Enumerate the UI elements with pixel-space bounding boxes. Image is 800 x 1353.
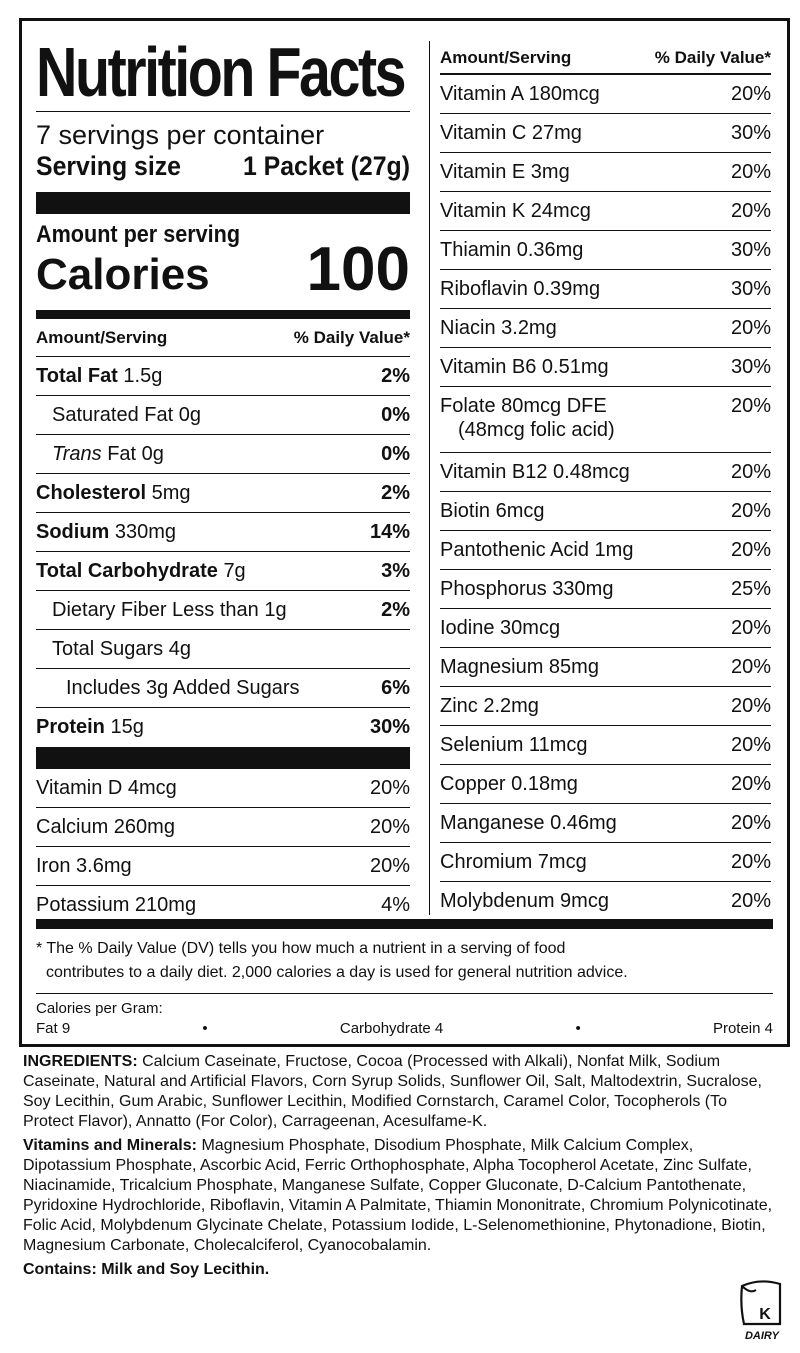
ingredients-label: INGREDIENTS: [23, 1053, 138, 1070]
kosher-symbol: K [759, 1306, 771, 1323]
calories-per-gram-row [36, 1019, 773, 1039]
nutrient-row-cholesterol [36, 474, 410, 513]
right-header-row [440, 43, 771, 75]
header-dv: % Daily Value* [654, 48, 771, 67]
nutrient-amount: 15g [110, 716, 144, 738]
vitamin-label: Magnesium 85mg [440, 655, 599, 678]
servings-per-container: 7 servings per container [36, 120, 325, 150]
calories-value: 100 [306, 235, 410, 304]
vitamin-dv: 20% [369, 854, 410, 877]
left-header-row [36, 319, 410, 357]
vitamin-label: Copper 0.18mg [440, 772, 578, 795]
vitamin-label: Niacin 3.2mg [440, 316, 557, 339]
header-dv: % Daily Value* [293, 327, 410, 347]
nutrient-label: Cholesterol [36, 481, 147, 504]
nutrient-label: Dietary Fiber Less than 1g [52, 598, 287, 621]
nutrition-facts-panel [19, 18, 790, 1047]
nutrient-row-total-carbohydrate [36, 552, 410, 591]
vitamin-label: Folate 80mcg DFE [440, 395, 607, 417]
nutrient-row-total-sugars [36, 630, 410, 669]
vitamin-row [440, 570, 771, 609]
nutrient-row-protein [36, 708, 410, 747]
vitamin-label: Chromium 7mcg [440, 850, 587, 873]
vitamin-row [36, 808, 410, 847]
thick-bar [36, 919, 773, 929]
nutrient-row-saturated-fat [36, 396, 410, 435]
kosher-label: DAIRY [744, 1330, 780, 1342]
vitamin-row [440, 531, 771, 570]
amount-per-serving: Amount per serving [36, 221, 241, 248]
vitamin-label: Thiamin 0.36mg [440, 238, 584, 261]
vitamin-dv: 30% [730, 238, 771, 261]
nutrient-dv: 2% [381, 598, 410, 621]
vitamin-row [440, 882, 771, 921]
vitamin-dv: 20% [369, 815, 410, 838]
vitamins-minerals-text: Magnesium Phosphate, Disodium Phosphate, Milk Calcium Complex, Dipotassium Phosphate, Ascorbic Acid, Ferric Orthophosphate, Alpha Tocopherol Acetate, Zinc Sulfate, Niacinamide, Tricalcium Phosphate, Manganese Sulfate, Copper Gluconate, D-Calcium Pantothenate, Pyridoxine Hydrochloride, Riboflavin, Vitamin A Palmitate, Thiamin Mononitrate, Chromium Polynicotinate, Folic Acid, Molybdenum Glycinate Chelate, Potassium Iodide, L-Selenomethionine, Phytonadione, Biotin, Magnesium Carbonate, Cholecalciferol, Cyanocobalamin. [23, 1137, 773, 1254]
nutrient-row-trans-fat [36, 435, 410, 474]
nutrient-label: Saturated Fat 0g [52, 403, 201, 426]
vitamin-dv: 20% [730, 890, 771, 912]
ingredients-paragraph [23, 1052, 773, 1132]
vitamin-label-group [440, 394, 615, 442]
nutrient-amount: Fat 0g [107, 442, 164, 465]
vitamin-dv: 30% [730, 277, 771, 300]
thick-bar [36, 747, 410, 769]
vitamin-label: Molybdenum 9mcg [440, 890, 609, 912]
vitamin-row [440, 609, 771, 648]
vitamin-label: Iodine 30mcg [440, 616, 561, 639]
vitamin-label: Zinc 2.2mg [440, 694, 539, 717]
column-divider [429, 41, 430, 915]
vitamin-dv: 4% [381, 894, 410, 916]
nutrient-amount: 7g [223, 559, 246, 582]
panel-title: Nutrition Facts [36, 33, 405, 111]
serving-size [36, 150, 410, 192]
vitamin-row [440, 270, 771, 309]
vitamin-row [440, 309, 771, 348]
vitamin-label: Vitamin B6 0.51mg [440, 355, 609, 378]
cpg-bullet: • [202, 1020, 208, 1037]
vitamin-row [440, 453, 771, 492]
vitamin-label: Vitamin D 4mcg [36, 776, 177, 799]
vitamin-dv: 20% [730, 850, 771, 873]
vitamin-dv: 20% [730, 811, 771, 834]
vitamin-label: Vitamin A 180mcg [440, 82, 600, 105]
vitamin-label: Manganese 0.46mg [440, 811, 617, 834]
nutrient-dv: 3% [381, 559, 410, 582]
vitamin-label: Pantothenic Acid 1mg [440, 538, 634, 561]
footnote-line: * The % Daily Value (DV) tells you how much a nutrient in a serving of food [36, 940, 566, 957]
right-column [440, 43, 771, 921]
vitamin-dv: 20% [730, 395, 771, 417]
vitamin-row [440, 492, 771, 531]
vitamin-dv: 20% [730, 199, 771, 222]
header-amount: Amount/Serving [440, 48, 572, 67]
allergen-statement [23, 1260, 773, 1280]
vitamin-dv: 25% [730, 577, 771, 600]
vitamin-dv: 20% [730, 316, 771, 339]
vitamin-label: Vitamin K 24mcg [440, 199, 591, 222]
vitamin-label: Biotin 6mcg [440, 499, 545, 522]
cpg-bullet: • [575, 1020, 581, 1037]
vitamin-row [440, 765, 771, 804]
vitamin-row [36, 769, 410, 808]
vitamin-label: Vitamin C 27mg [440, 121, 582, 144]
vitamin-dv: 20% [730, 460, 771, 483]
nutrient-dv: 0% [381, 403, 410, 426]
vitamin-label: Phosphorus 330mg [440, 577, 614, 600]
vitamin-label: Iron 3.6mg [36, 854, 132, 877]
cpg-carb: Carbohydrate 4 [339, 1020, 444, 1037]
daily-value-footnote [36, 937, 773, 985]
vitamin-row [440, 804, 771, 843]
thick-bar [36, 192, 410, 214]
nutrient-row-added-sugars [36, 669, 410, 708]
nutrient-row-total-fat [36, 357, 410, 396]
vitamin-label: Calcium 260mg [36, 815, 175, 838]
vitamin-row [440, 153, 771, 192]
calories-per-gram-label: Calories per Gram: [36, 1000, 163, 1017]
vitamin-dv: 20% [369, 776, 410, 799]
vitamin-row [440, 348, 771, 387]
cpg-protein: Protein 4 [712, 1020, 773, 1037]
nutrient-label: Includes 3g Added Sugars [66, 676, 300, 699]
vitamin-sublabel: (48mcg folic acid) [458, 419, 615, 441]
vitamin-dv: 20% [730, 160, 771, 183]
left-column [36, 33, 410, 925]
nutrient-amount: 1.5g [123, 364, 163, 387]
nutrient-row-sodium [36, 513, 410, 552]
nutrient-amount: 330mg [114, 520, 177, 543]
serving-size-value: 1 Packet (27g) [242, 151, 411, 181]
medium-bar [36, 310, 410, 319]
vitamin-label: Vitamin E 3mg [440, 160, 570, 183]
vitamin-dv: 20% [730, 733, 771, 756]
serving-size-label: Serving size [36, 151, 181, 181]
vitamin-row [440, 114, 771, 153]
vitamin-row [440, 648, 771, 687]
vitamin-row [440, 843, 771, 882]
vitamin-row [440, 726, 771, 765]
vitamin-dv: 20% [730, 82, 771, 105]
vitamin-row [440, 75, 771, 114]
vitamin-dv: 20% [730, 655, 771, 678]
nutrient-dv: 30% [369, 716, 410, 738]
vitamin-label: Selenium 11mcg [440, 733, 588, 756]
nutrient-amount: 5mg [151, 481, 191, 504]
calories-label: Calories [36, 250, 210, 299]
nutrient-label: Total Carbohydrate [36, 559, 218, 582]
ingredients-block [23, 1052, 773, 1284]
vitamin-row [440, 192, 771, 231]
vitamin-dv: 20% [730, 616, 771, 639]
ingredients-text: Calcium Caseinate, Fructose, Cocoa (Processed with Alkali), Nonfat Milk, Sodium Caseinate, Natural and Artificial Flavors, Corn Syrup Solids, Sunflower Oil, Salt, Maltodextrin, Sucralose, Soy Lecithin, Gum Arabic, Sunflower Lecithin, Modified Cornstarch, Caramel Color, Tocopherols (To Protect Flavor), Annatto (For Color), Carrageenan, Acesulfame-K. [23, 1053, 762, 1130]
vitamin-row [440, 231, 771, 270]
vitamin-label: Vitamin B12 0.48mcg [440, 460, 630, 483]
calories-row [36, 235, 410, 304]
header-amount: Amount/Serving [36, 327, 168, 347]
nutrient-dv: 14% [369, 520, 410, 543]
nutrient-label: Sodium [36, 520, 110, 543]
nutrient-label: Trans [52, 442, 102, 465]
vitamin-dv: 30% [730, 355, 771, 378]
nutrient-label: Total Fat [36, 364, 118, 387]
divider [36, 993, 773, 994]
vitamin-row-folate [440, 387, 771, 453]
nutrient-dv: 2% [381, 364, 410, 387]
nutrient-label: Total Sugars 4g [52, 637, 191, 660]
vitamins-minerals-paragraph [23, 1136, 773, 1256]
vitamin-dv: 20% [730, 499, 771, 522]
nutrient-label: Protein [36, 716, 105, 738]
nutrient-dv: 2% [381, 481, 410, 504]
calories-per-gram [36, 999, 773, 1039]
vitamin-label: Potassium 210mg [36, 894, 197, 916]
vitamin-dv: 30% [730, 121, 771, 144]
contains-text: Contains: Milk and Soy Lecithin. [23, 1261, 270, 1278]
vitamin-row [440, 687, 771, 726]
nutrient-dv: 6% [381, 676, 410, 699]
nutrient-dv: 0% [381, 442, 410, 465]
vitamin-dv: 20% [730, 538, 771, 561]
vitamin-label: Riboflavin 0.39mg [440, 277, 601, 300]
vitamin-dv: 20% [730, 694, 771, 717]
nutrient-row-dietary-fiber [36, 591, 410, 630]
vitamin-dv: 20% [730, 772, 771, 795]
vitamin-row [36, 847, 410, 886]
cpg-fat: Fat 9 [36, 1020, 71, 1037]
vitamins-minerals-label: Vitamins and Minerals: [23, 1137, 197, 1154]
footnote-line: contributes to a daily diet. 2,000 calories a day is used for general nutrition advice. [46, 964, 628, 981]
